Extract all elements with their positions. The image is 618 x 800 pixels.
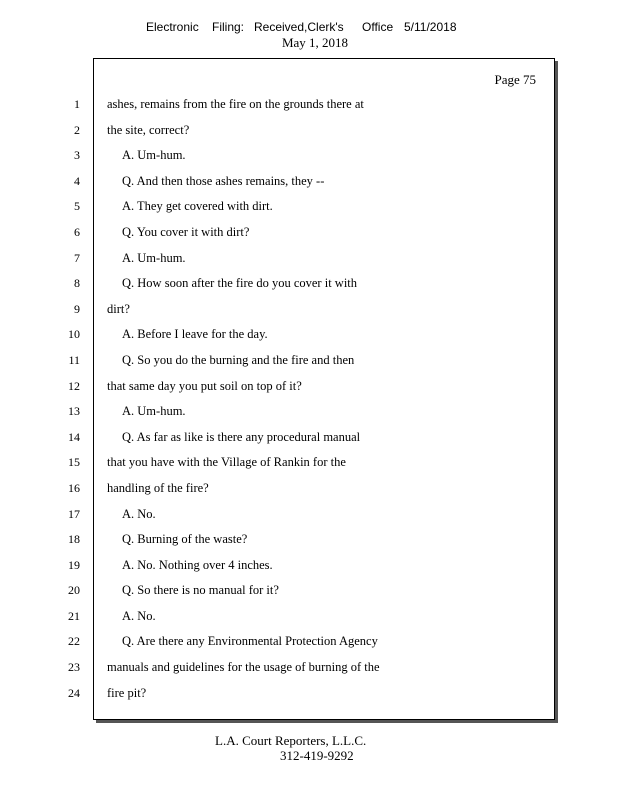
- line-number: 1: [74, 97, 80, 111]
- filing-date: 5/11/2018: [404, 20, 457, 34]
- line-number: 16: [68, 480, 80, 495]
- transcript-text: [107, 92, 547, 706]
- line-number: 11: [68, 352, 80, 367]
- line-number: 24: [68, 685, 80, 700]
- line-number: 21: [68, 608, 80, 623]
- transcript-line: Q. How soon after the fire do you cover it with: [122, 276, 358, 291]
- filing-office: Office: [362, 20, 394, 34]
- transcript-line: handling of the fire?: [107, 480, 209, 495]
- line-number: 15: [68, 455, 80, 470]
- transcript-line: the site, correct?: [107, 122, 190, 137]
- filing-received: Received,Clerk's: [254, 20, 344, 34]
- transcript-line: Q. Burning of the waste?: [122, 532, 248, 547]
- transcript-line: A. No.: [122, 506, 156, 521]
- filing-header: [0, 20, 618, 36]
- line-number: 13: [68, 404, 80, 419]
- line-number: 23: [68, 660, 80, 675]
- line-number: 19: [68, 557, 80, 572]
- filing-electronic: Electronic: [146, 20, 199, 34]
- line-number: 18: [68, 532, 80, 547]
- line-number: 17: [68, 506, 80, 521]
- line-number: 9: [74, 301, 80, 316]
- line-number: 8: [74, 276, 80, 291]
- line-number: 14: [68, 429, 80, 444]
- line-number: 12: [68, 378, 80, 393]
- transcript-line: A. Um-hum.: [122, 148, 186, 163]
- line-number-column: [40, 92, 80, 706]
- transcript-line: fire pit?: [107, 685, 147, 700]
- line-number: 20: [68, 583, 80, 598]
- footer-company: L.A. Court Reporters, L.L.C.: [215, 733, 367, 748]
- line-number: 22: [68, 634, 80, 649]
- transcript-line: that same day you put soil on top of it?: [107, 378, 302, 393]
- page-number: Page 75: [494, 72, 536, 87]
- line-number: 6: [74, 224, 80, 239]
- transcript-line: Q. Are there any Environmental Protection Agency: [122, 634, 378, 649]
- transcript-line: ashes, remains from the fire on the grounds there at: [107, 97, 364, 111]
- transcript-line: A. No. Nothing over 4 inches.: [122, 557, 273, 572]
- transcript-line: Q. You cover it with dirt?: [122, 224, 250, 239]
- transcript-line: A. Um-hum.: [122, 250, 186, 265]
- footer-phone: 312-419-9292: [280, 748, 354, 763]
- transcript-line: manuals and guidelines for the usage of burning of the: [107, 660, 380, 675]
- line-number: 3: [74, 148, 80, 163]
- transcript-line: Q. So there is no manual for it?: [122, 583, 279, 598]
- line-number: 2: [74, 122, 80, 137]
- line-number: 5: [74, 199, 80, 214]
- line-number: 10: [68, 327, 80, 342]
- transcript-line: Q. As far as like is there any procedural manual: [122, 429, 361, 444]
- transcript-line: A. Um-hum.: [122, 404, 186, 419]
- transcript-line: that you have with the Village of Rankin for the: [107, 455, 346, 470]
- transcript-line: A. No.: [122, 608, 156, 623]
- transcript-line: A. They get covered with dirt.: [122, 199, 273, 214]
- deposition-date: May 1, 2018: [281, 35, 349, 50]
- transcript-line: A. Before I leave for the day.: [122, 327, 268, 342]
- line-number: 4: [74, 173, 80, 188]
- line-number: 7: [74, 250, 80, 265]
- transcript-line: Q. And then those ashes remains, they --: [122, 173, 325, 188]
- filing-label: Filing:: [212, 20, 245, 34]
- transcript-line: dirt?: [107, 301, 130, 316]
- transcript-line: Q. So you do the burning and the fire and then: [122, 352, 355, 367]
